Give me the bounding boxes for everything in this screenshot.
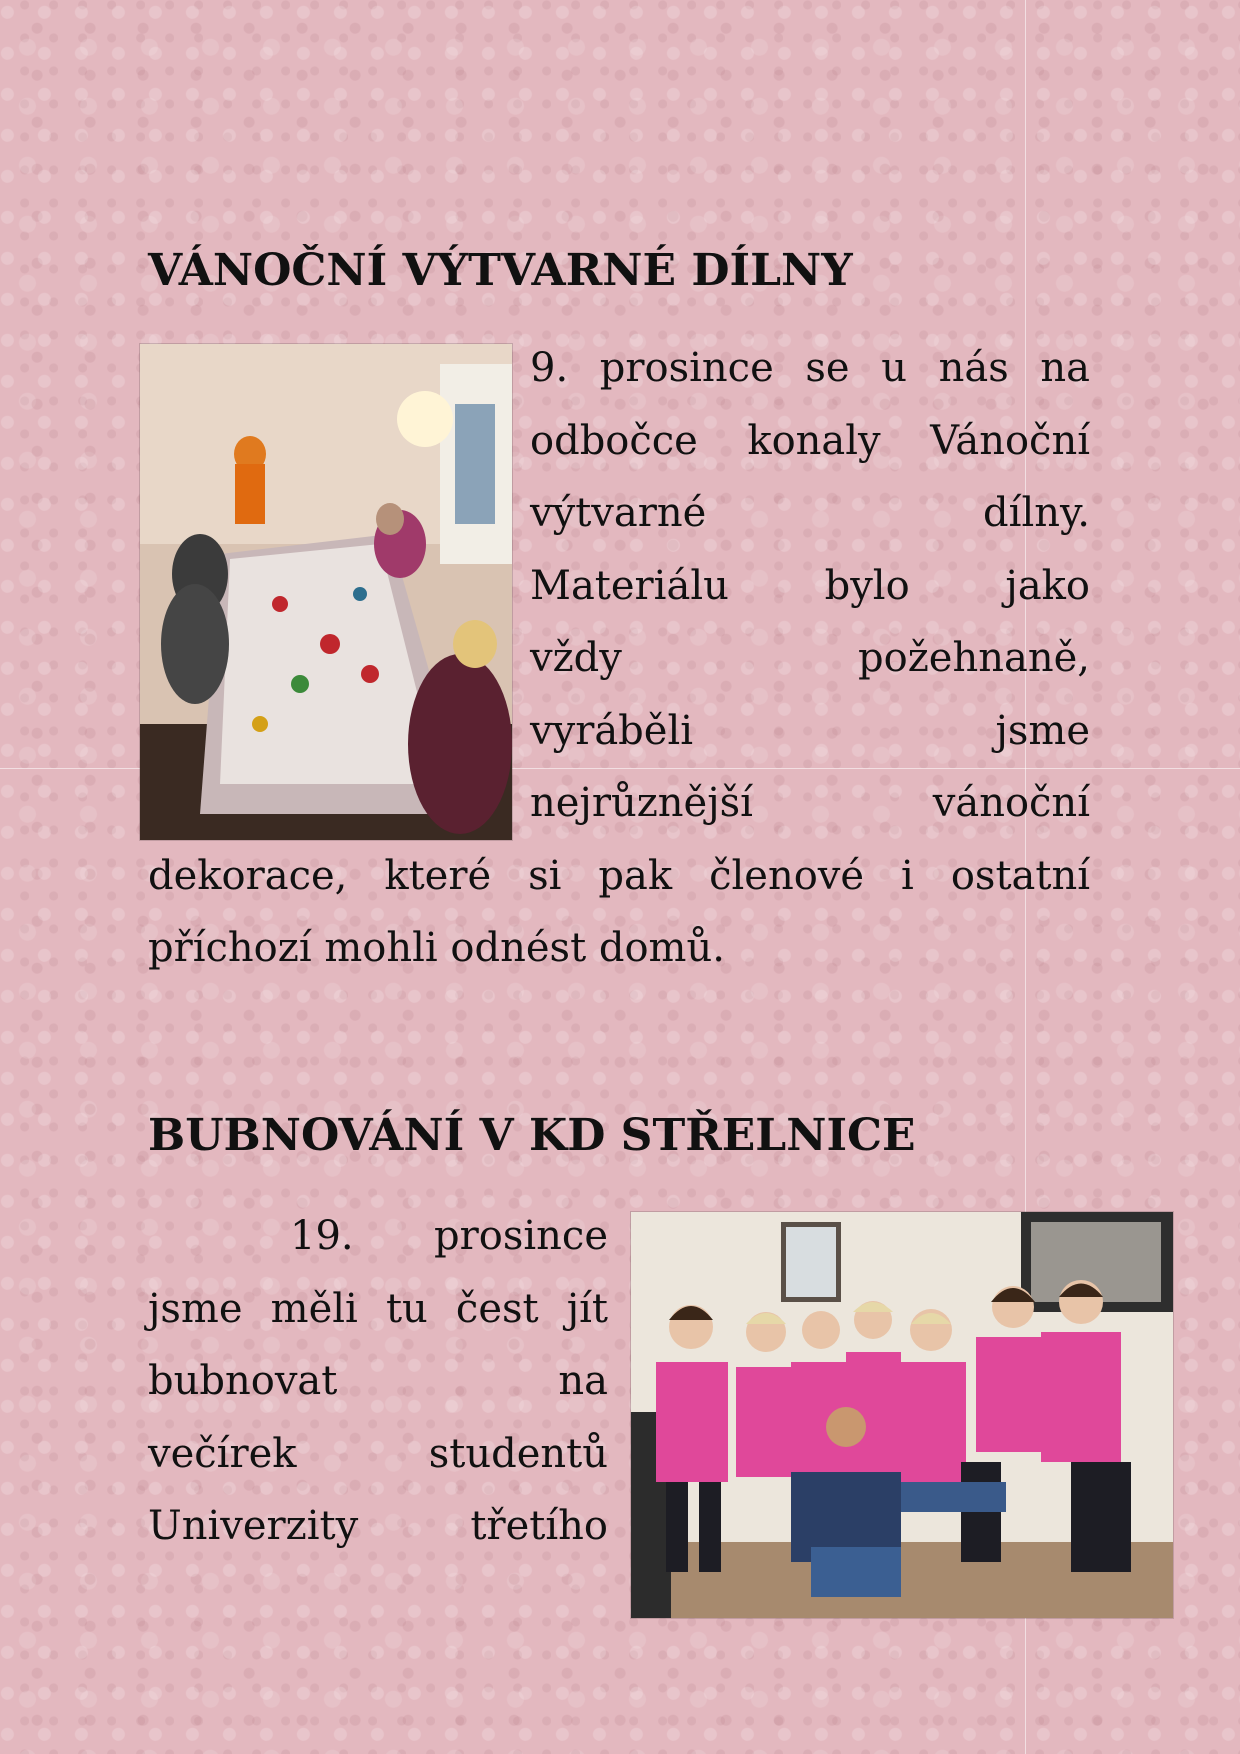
text-line: dekorace, které si pak členové i ostatní — [148, 852, 1090, 899]
text-line: nejrůznější vánoční — [530, 780, 1090, 826]
drumming-paragraph — [148, 1200, 608, 1563]
text-line: 19. prosince — [290, 1213, 608, 1259]
text-line: bubnovat na — [148, 1358, 608, 1404]
section-heading-workshops: VÁNOČNÍ VÝTVARNÉ DÍLNY — [148, 245, 853, 296]
text-line: výtvarné dílny. — [530, 490, 1090, 536]
text-line: vyráběli jsme — [530, 707, 1090, 754]
text-line: večírek studentů — [148, 1430, 608, 1477]
workshop-paragraph-continued — [148, 332, 1090, 985]
text-line: 9. prosince se u nás na — [530, 345, 1090, 391]
text-line: Materiálu bylo jako — [530, 562, 1090, 609]
text-line: vždy požehnaně, — [530, 635, 1090, 681]
drummers-group-photo — [631, 1212, 1173, 1618]
text-line: příchozí mohli odnést domů. — [148, 925, 725, 971]
text-line: Univerzity třetího — [148, 1503, 608, 1549]
section-heading-drumming: BUBNOVÁNÍ V KD STŘELNICE — [148, 1110, 916, 1161]
text-line: odbočce konaly Vánoční — [530, 417, 1090, 464]
text-line: jsme měli tu čest jít — [148, 1285, 608, 1332]
